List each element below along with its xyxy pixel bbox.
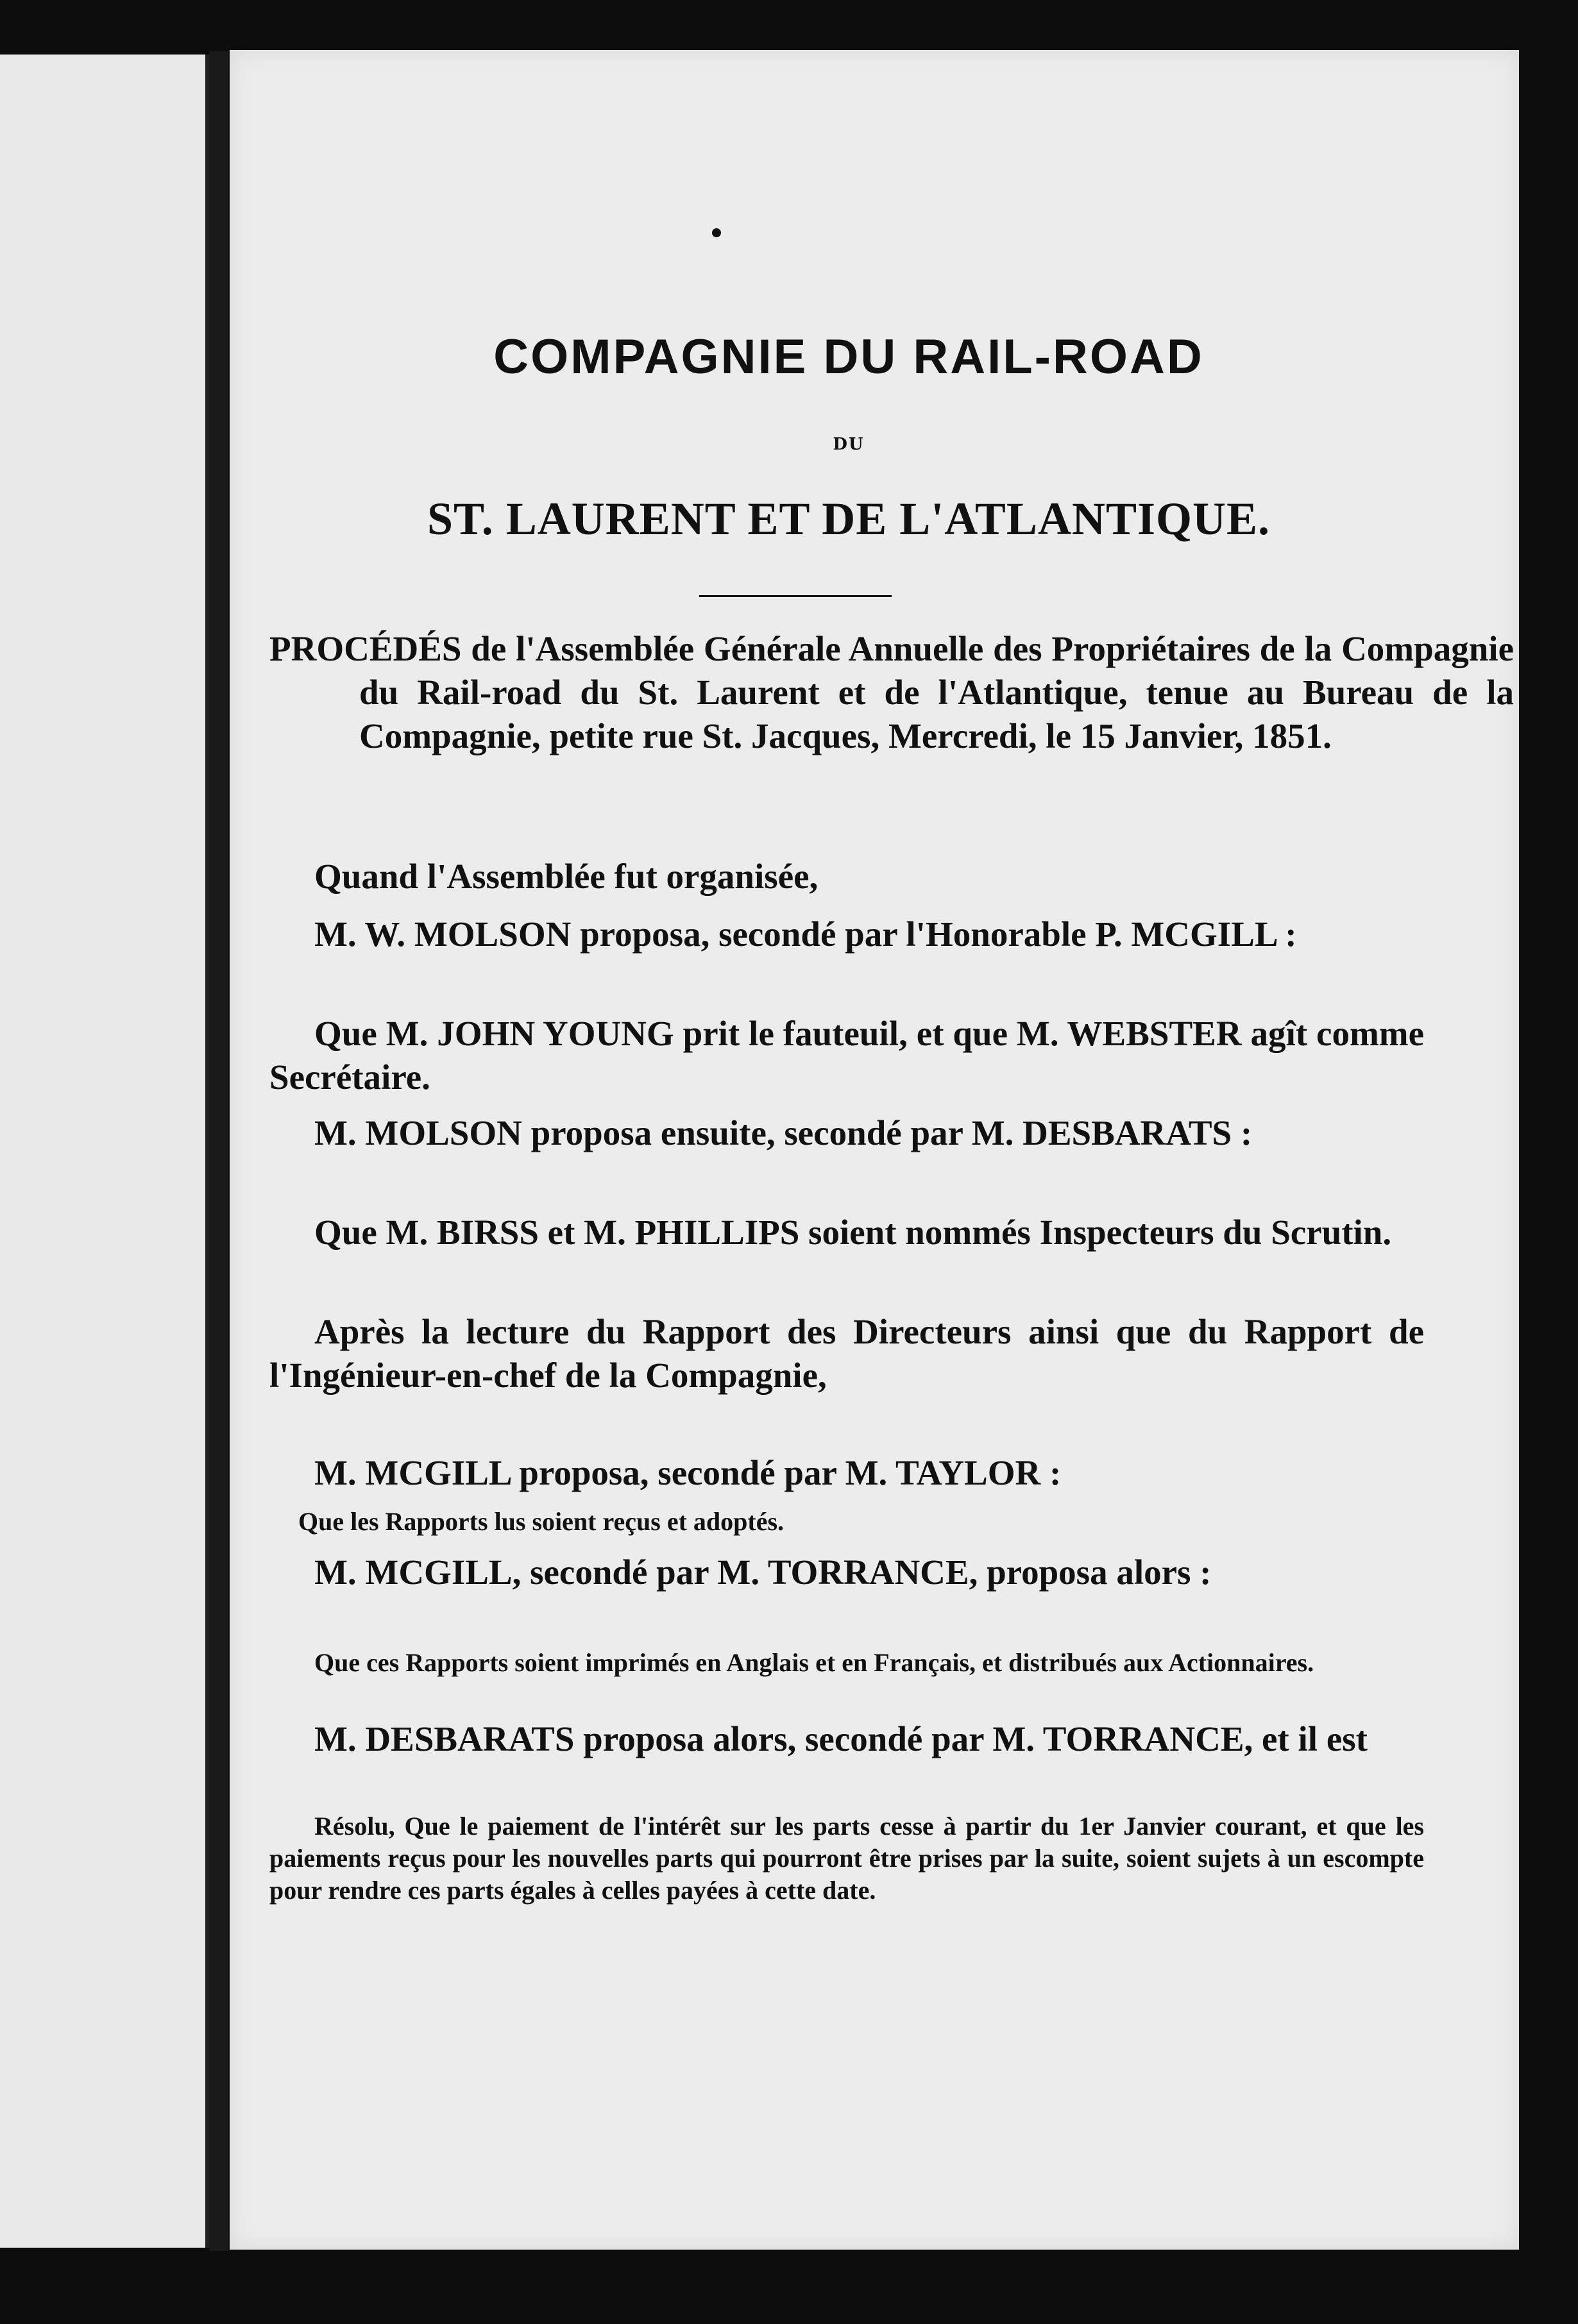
- resolution-interet: Résolu, Que le paiement de l'intérêt sur les parts cesse à partir du 1er Janvier courant, et que les paiements reçus pour les nouvelles parts qui pourront être prises par la suite, soient sujets à un escompte pour rendre ces parts égales à celles payées à cette date.: [269, 1812, 1424, 1905]
- book-gutter: [209, 51, 228, 2251]
- paragraph-inspecteurs: Que M. BIRSS et M. PHILLIPS soient nommés Inspecteurs du Scrutin.: [314, 1213, 1392, 1252]
- paragraph-mcgill-torrance: M. MCGILL, secondé par M. TORRANCE, proposa alors :: [314, 1553, 1212, 1592]
- paragraph-molson-second: M. MOLSON proposa ensuite, secondé par M. DESBARATS :: [314, 1113, 1253, 1152]
- resolution-rapports: Que les Rapports lus soient reçus et adoptés.: [298, 1507, 785, 1536]
- title-du: DU: [833, 435, 865, 454]
- document-page: [230, 50, 1519, 2250]
- paragraph-young-chair: Que M. JOHN YOUNG prit le fauteuil, et que M. WEBSTER agît comme Secrétaire.: [269, 1014, 1424, 1097]
- resolution-imprimes: Que ces Rapports soient imprimés en Anglais et en Français, et distribués aux Actionnaires.: [314, 1648, 1314, 1677]
- title-line-2: ST. LAURENT ET DE L'ATLANTIQUE.: [427, 493, 1271, 544]
- paragraph-desbarats: M. DESBARATS proposa alors, secondé par M. TORRANCE, et il est: [314, 1719, 1368, 1758]
- facing-page: [0, 55, 209, 2248]
- paragraph-mcgill-proposal: M. MCGILL proposa, secondé par M. TAYLOR :: [314, 1453, 1062, 1492]
- intro-paragraph: PROCÉDÉS de l'Assemblée Générale Annuelle des Propriétaires de la Compagnie du Rail-road du St. Laurent et de l'Atlantique, tenue au Bureau de la Compagnie, petite rue St. Jacques, Mercredi, le 15 Janvier, 1851.: [269, 629, 1514, 755]
- paragraph-molson-proposal: M. W. MOLSON proposa, secondé par l'Honorable P. MCGILL :: [314, 914, 1297, 954]
- paragraph-rapport: Après la lecture du Rapport des Directeurs ainsi que du Rapport de l'Ingénieur-en-chef de la Compagnie,: [269, 1312, 1424, 1395]
- paragraph-assembly: Quand l'Assemblée fut organisée,: [314, 857, 819, 896]
- title-rule: [699, 595, 892, 597]
- title-line-1: COMPAGNIE DU RAIL-ROAD: [493, 330, 1204, 384]
- ink-dot: [712, 228, 721, 237]
